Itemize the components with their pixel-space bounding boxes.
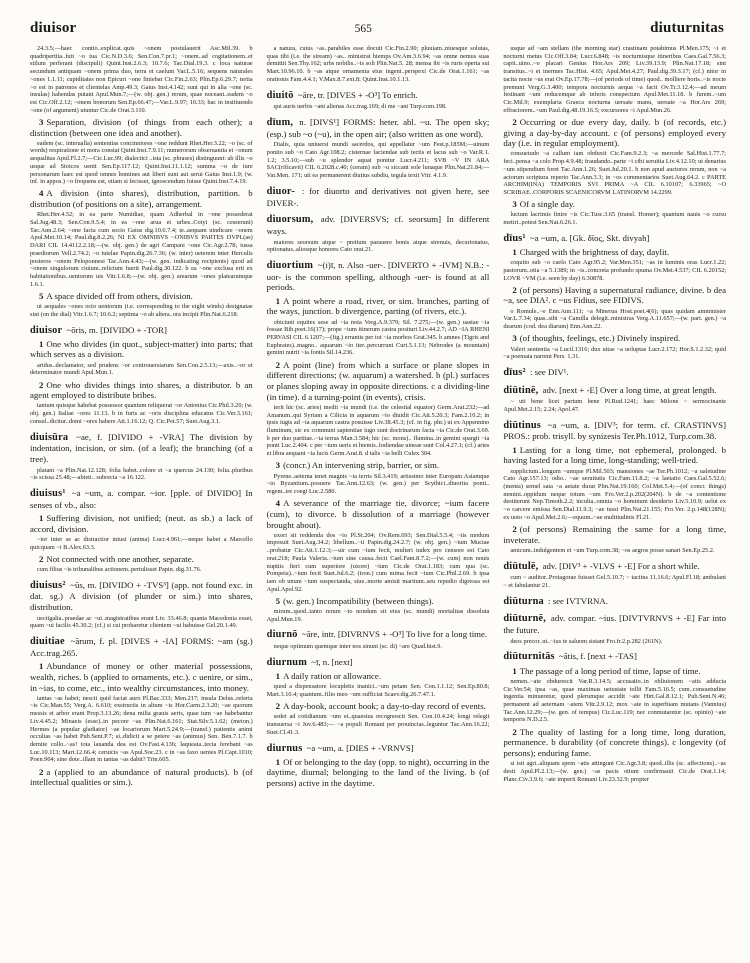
headword: diurnō (266, 629, 298, 641)
citation-paragraph: qui auris uerbis ~ant alienas Acc.trag.169; di me ~ant Turp.com.198. (273, 103, 447, 111)
sense-paragraph: 1 Suffering division, not unified; (neut. as sb.) a lack of accord, division. (30, 512, 253, 534)
headword: diūtinus (503, 419, 542, 431)
headword: diuitō (266, 89, 294, 101)
sense-paragraph: 1 One who divides (in quot., subject-matter) into parts; that which serves as a division. (30, 338, 253, 360)
citation-paragraph: maiores seorsum atque ~ pretium parauere bonis atque strenuis, decurionatus, optionatus..aliosque honores Cato orat.21. (266, 238, 490, 254)
entry-paragraph: diurnum ~ī, n. [next] (266, 656, 353, 668)
citation-paragraph: quod a dispensatore locupletis inanici..~um petam Sen. Con.1.1.12; Sen.Ep.80.8; Mart.3.10.4; quantum..filio meo ~um sufficiat Scaev.dig.26.7.47.1. (266, 683, 490, 698)
running-head (0, 0, 750, 43)
headword: diūturnē, (503, 613, 547, 625)
citation-paragraph: uectigalia..praedae ac ~ui..magistratibus erant Liv. 33.46.8; quanta Macedonia esset, quam ~ui facilis 45.30.2; (cf.) si cui probaretur clientem ~ui habuisse Gel.20.1.40. (30, 614, 253, 630)
citation-paragraph: tantas ~as habet; nescit quid faciat auro Pl.Bac.333; Men.217; insula Delus..referta ~is Cic.Man.55; Verg.A. 6.610; exstructis in altum ~is Hor.Carm.2.3.20; ~ae quorum messis et arbor erant Prop.3.13.26; dena milia grauis aeris, quae tum ~ae habebantur Liv.4.45.2; Minaeis (esse)..in pecore ~as Plin.Nat.6.161; Stat.Silv.5.1.62; (meton.) Hermes (a popular gladiator) ~ae locariorum Mart.5.24.9;—(transf.) patientis animi occultas ~as habet Pub.Sent.P.7; si..didicit a se petere ~as (animus) Sen. Ben.7.1.7. b demite collo..~as! tota lauanda dea est Ov.Fast.4.136; laqueata..tecta ferebant ~as Luc.10.113; Mart.12.66.4; ceruicis ~as Apul.Soc.23. c in ~as faxo uenies Pl.Capt.1010; Poen.904; sine dote..illam in tantas ~as dabit? Trin.605. (30, 694, 253, 764)
sense-paragraph: 2 A point (line) from which a surface or plane slopes in different directions; (w. aquarum) a watershed. b (pl.) surfaces or planes sloping away in opposite directions. c a dividing-line (in time). d a turning-point (in events), crisis. (266, 359, 490, 402)
citation-paragraph: luctum lacrimis finire ~is Cic.Tusc.3.65 (transl. Homer); quantum nauis ~o cursu metiri..potest Sen.Nat.6.26.1. (503, 211, 727, 227)
citation-paragraph: usque ad ~am stellam (the morning star) crastinam potabimus Pl.Men.175; ~i et nocturni metus Cic.Off.3.84; Lucr.6.848; ~is nocturnisque itineribus Caes.Gal.7.56.3; capit..uino..~o placari Genius Hor.Ars 209; Liv.39.13.9; Plin.Nat.17.18; sint transitus..~i et inermes Tac.Hist. 4.65; Apul.Met.4.27; Paul.dig.39.3.17; (cf.) nitor in tacita nocte ~us erat Ov.Ep.17.78;—(of periods of time) quod.. molliere horis..~is nocte premunt Verg.G.3.400; tempora nocturnis aequa ~a facit Ov.Tr.3.12.4;—ad meum festinant ~um reducemque ab inferis conspectum Apul.Met.11.18. b furem..~um Cic.Mil.9; exemplaria Graeca nocturna uersate manu, uersate ~a Hor.Ars 269; effractorem..~um Paul.dig.48.19.16.5; excursores ~i Apul.Mun.26. (503, 45, 727, 114)
sense-number: 5 (39, 290, 44, 301)
headword: dīum, (266, 116, 294, 128)
citation-paragraph: deos precor..ut..~ius te saluom sistant Fro.fr.2.p.282 (261N). (510, 637, 663, 645)
entry-paragraph: diuisus² ~ūs, m. [DIVIDO + -TVS³] (app. not found exc. in dat. sg.) A division (of plunder or sim.) into shares, distribution. (30, 579, 253, 613)
sense-number: 3 (275, 460, 281, 471)
sense-number: 1 (275, 295, 281, 306)
citation-paragraph: aridus..declamator, sed prudens ~or controuersiarum Sen.Con.2.5.13;—axis..~or et determinator mundi Apul.Mun.1. (30, 361, 253, 377)
sense-number: 2 (512, 523, 517, 534)
sense-paragraph: 2 One who divides things into shares, a distributor. b an agent employed to distribute bribes. (30, 379, 253, 401)
citation-paragraph: Dialis, quia uniuersi mundi sacerdos, qui appellatur ~um Fest.p.185M;—uinum ponito sub ~o Cato Agr.108.2; cisternae faciendae sub tectis et lacus sub ~o Var.R.1. 1.2; 3.5.10;—sub ~u splendor aquai ponitur Lucr.4.211; SVB ~V IN ARA SAC(rificavit) CIL 6.2028.c.40; (ceram) sub ~u siccant sole lunaque Plin.Nat.21.84;—Var.Men. 171; uti ea permanerent diutius subdiu, tegula texit Vitr. 4.1.9. (266, 141, 490, 180)
headword: diurnum (266, 656, 307, 668)
headword: diuisor (30, 324, 63, 336)
headword: diūturna (503, 595, 544, 607)
entry-paragraph: diurnus ~a ~um, a. [DIES + -VRNVS] (266, 742, 414, 754)
entry-paragraph: diūtinē, adv. [next + -E] Over a long time, at great length. (503, 384, 717, 396)
sense-number: 1 (39, 661, 44, 672)
headword: diuisus² (30, 579, 66, 591)
sense-number: 1 (39, 512, 44, 523)
sense-number: 3 (512, 199, 517, 210)
headword: diūtinē, (503, 384, 539, 396)
entry-paragraph: diūtulē, adv. [DIV³ + -VLVS + -E] For a short while. (503, 560, 700, 572)
sense-paragraph: 4 A division (into shares), distribution, partition. b distribution (of positions on a site), arrangement. (30, 188, 253, 210)
sense-paragraph: 2 (of persons) Having a supernatural radiance, divine. b dea ~a, see DIA². c ~us Fidius, see FIDIVS. (503, 284, 727, 306)
running-head-right: diuturnitas (650, 20, 724, 36)
sense-number: 2 (39, 766, 44, 777)
citation-paragraph: a natura, cuius ~as..parabiles esse docuit Cic.Fin.2.90; pluuiam..niuesque solutas, quas tibi (i.e. the stream) ~as.. ministrat hiemps Ov.Am.3.6.94; ~as omne nemus suas demittit Sen.Thy.162; urbs nobilis..~is soli Plin.Nat.5. 28; mensa ibi ~is ruris operta sui Mart.10.96.10. b ~as atque ornamenta eius ingeni..perspexi Cic.de Orat.1.161; ~as orationis Fam.4.4.1; V.Max.8.7.ext.8; Quint.Inst.10.1.13. (266, 45, 490, 83)
citation-paragraph: Rhet.Her.4.52; in ea parte Numidiae, quam Adherbal in ~one possederat Sal.Jug.48.3; Sen.Con.9.5.4; in ea ~one arua et urbes..Cotyi (sc. cesserunt) Tac.Ann.2.64; ~one facta cum socio Gaius dig.10.6.7.4; te..aequam uindicare ~onem Apul.Met.10.14; Paul.dig.8.2.26; NI EX OMNIBVS ~ONIBVS PARTES DVPL(as) DARI CIL 14.4112.2.18;—(w. obj. gen.) de agri Campani ~one Cic.Agr.2.78; iussa praediorum Vell.2.74.2; ~o tutelae Papin.dig.26.7.36; (w. inter) ueterem inter Herculis posteros ~onem Peloponnesi Tac.Ann.4.43;—(w. gen. indicating recipients) quod ad ~onem singulorum ciuium..relictum fuerit Paul.dig.30.122. b ea ~one exclusa erit ex habitationibus..uentorum uis Vitr.1.6.8;—(w. obj. gen.) arearum ~ones platearumque 1.6.1. (30, 211, 253, 288)
sense-number: 2 (275, 701, 281, 712)
headword: diuisūra (30, 431, 69, 443)
sense-number: 1 (512, 665, 517, 676)
entry-paragraph: diuisus¹ ~a ~um, a. compar. ~ior. [pple. of DIVIDO] In senses of vb., also: (30, 488, 253, 510)
citation-paragraph: tantum quisque habebat possessor quantum reliquerat ~or Antonius Cic.Phil.3.20; (w. obj. gen.) Italiae ~ores 11.13. b in furis ac ~oris disciplina educatus Cic.Ver.3.161; consul..dicitur..domi ~ores habere Att.1.16.12; Q. Cic.Pet.57; Suet.Aug.3.1. (30, 402, 253, 425)
sense-number: 1 (39, 338, 44, 349)
sense-number: 2 (39, 553, 44, 564)
headword: diuorsum, (266, 214, 314, 226)
citation-paragraph: eadem (sc. interualla) sententias concinniores ~one reddunt Rhet.Her.3.22; ~o (sc. of words) respiratione et mora constat Quint.Inst.7.9.11; numerorum obseruantia et ~onum aequalitas Apul.Fl.2.7;—Cic.Luc.99; dialectici ..ista (sc. phrases) distinguunt: ab illis ~o usque ad Stoicos uenit Sen.Ep.117.12; Quint.Inst.11.1.12; summa ~o de iure personarum haec est quod omnes homines aut liberi sunt aut serui Gaius Inst.1.9; (w. inf. in appos.) ~o frequens est, etiam si fecisset, ignoscendum fuisse Quint.Inst.7.4.19. (30, 139, 253, 186)
sense-paragraph: 2 (of persons) Remaining the same for a long time, inveterate. (503, 523, 727, 545)
sense-paragraph: 3 Of a single day. (512, 199, 575, 210)
sense-paragraph: 2 Occurring or due every day, daily. b (of records, etc.) giving a day-by-day account. c (of persons) employed every day (i.e. in regular employment). (503, 116, 727, 149)
sense-number: 3 (39, 116, 44, 127)
citation-paragraph: amicum..indulgentem et ~um Turp.com.38; ~os aegros posse sanari Sen.Ep.25.2. (510, 546, 715, 554)
citation-paragraph: consuetudo ~a callum iam obduxit Cic.Fam.9.2.3; ~a mercede Sal.Hist.1.77.7; feci..pensa ~a colo Prop.4.9.48; fraudando..parte ~i cibi seruitia Liv.4.12.10; ut denarius ~um stipendium foret Tac.Ann.1.26; Suet.Jul.20.1. b non apud auctores rerum, non ~a actorum scriptura reperio Tac.Ann.3.3; in ~os commentarios Suet.Aug.64.2. c PARTE ARCHIM(INA) TEMPORIS SVI PRIMA ~A CIL 6.10107; 6.33965; ~O SCRIBAE..CORPORIS SCAENICORVM LATINORVM 14.2299. (503, 150, 727, 196)
column-left (30, 45, 253, 790)
entry-paragraph: diūtinus ~a ~um, a. [DIV³; for term. cf. CRASTINVS] PROS.: prob. trisyll. by synizesis Ter.Ph.1012, Turp.com.38. (503, 419, 727, 442)
sense-paragraph: 5 A space divided off from others, division. (39, 290, 193, 301)
citation-paragraph: ~ior inter se ac distractior intust (anima) Lucr.4.961;—neque habet a Marcello quicquam ~i B.Alex.63.3. (30, 535, 253, 551)
sense-number: 2 (275, 359, 281, 370)
entry-paragraph: diurnō ~āre, intr. [DIVRNVS + -O³] To live for a long time. (266, 629, 488, 641)
citation-paragraph: obiciunt equites sese ad ~ia nota Verg.A.9.379; Sil. 7.275;—(w. gen.) uastae ~ia fossae Bib.poet.16(17); prope ~ium itinerum castra posituri Liv.44.2.7; AD ~IA RHENI PERVASI CIL 6.1207;—(fig.) errantis per tot ~ia morbos Grat.345. b amnes (Tigris and Euphrates)..magno.. aquarum ~io iter..percurrunt Curt.5.1.13; Nebrodes (a mountain) gemini nutrit ~ia fontis Sil.14.236. (266, 318, 490, 357)
column-right (503, 45, 726, 790)
sense-number: 1 (275, 756, 281, 767)
headword: diuitiae (30, 636, 65, 648)
sense-paragraph: 4 A severance of the marriage tie, divorce; ~ium facere (cum), to divorce. b dissolution of a marriage (however brought about). (266, 498, 490, 530)
sense-number: 1 (512, 444, 517, 455)
citation-paragraph: Pyrene..aeterna tenet magnis ~ia terris Sil.3.419; artissimo inter Europam Asiamque ~io Byzantium..posuere Tac.Ann.12.63; (w. gen.) per Scythici..diuortia ponti.. regem..ire coegi Luc.2.580. (266, 472, 490, 495)
citation-paragraph: neque optimum quemque inter nos sinunt (sc. di) ~are Quad.hist.9. (273, 643, 442, 651)
sense-paragraph: 1 A point where a road, river, or sim. branches, parting of the ways, junction. b divergence, parting (of rivers, etc.). (266, 295, 490, 317)
sense-number: 4 (39, 188, 44, 199)
headword: diūturnitās (503, 651, 555, 663)
page-number: 565 (354, 23, 372, 35)
entry-paragraph: diuisor ~ōris, m. [DIVIDO + -TOR] (30, 324, 167, 336)
entry-paragraph: diuortium ~(i)ī, n. Also -uer-. [DIVERTO + -IVM] N.B.: -uor- is the common spelling, although -uer- is found at all periods. (266, 260, 490, 293)
citation-paragraph: o Romule..~e Enn.Ann.111; ~a Minerua Host.poet.4(6); quas quidam amminister Var.L.7.34; quas..sibi ~a Camilla delegit..ministras Verg.A.11.657;—(w. part. gen.) ~a dearum (cod. dea diarum) Enn.Ann.22. (503, 307, 727, 331)
headword: dīus¹ (503, 232, 526, 244)
sense-number: 3 (512, 333, 517, 344)
citation-paragraph: uxori sit reddenda dos ~io Pl.St.204; Ov.Rem.693; Sen.Dial.5.5.4; ~iis modum imposuit Suet.Aug.34.2; libellum..~ii Papin.dig.24.2.7; (w. obj. gen.) ~ium Muciae ..probatur Cic.Att.1.12.3;—uir cum ~ium fecit, mulieri iudex pro censore est Cato orat.218; Paula Valeria..~ium sine causa..fecit Cael.Fam.8.7.2;—(w. cum) non nouis nuptiis fieri cum superiore (uxore) ~ium Cic.de Orat.1.183; cum qua (sc. Pompeia)..~ium fecit Suet.Jul.6.2; (iron.) cum mima fecit ~ium Cic.Phil.2.69. b ipsa iam ob unum ~ium suspectanda, siue..morte amisit maritum..seu repudio digressa est Apul.Apol.92. (266, 531, 490, 593)
sense-number: 5 (275, 595, 281, 606)
sense-paragraph: 1 A daily ration or allowance. (275, 671, 382, 682)
headword: diuisus¹ (30, 488, 66, 500)
citation-paragraph: 24.3.5;—haec contio..explicat..quis ~onem postulauerit Asc.Mil.39. b quadripertita..fuit ~o tua Cic.N.D.3.6; Sen.Con.7.pr.1; ~onem..ad cogitationem..et stilum perferant (discipuli) Quint.Inst.2.6.3; 10.7.6; Tac.Dial.19.3. c loca naturae secundum antiquam ~onem prima duo, terra et caelum Var.L.5.16; sequens naturales ~ones 1.1.11; cupiditates non Epicuri ~one finiebat Cic.Fin.2.63; Plin.Ep.6.29.7; tertia ~o est in patronos et clientelas Amp.49.3; Gaius Inst.4.142; sunt qui in alia ~one (sc. insulas) habendas putant Apul.Mun.7;—(w. obj. gen.) rerum, quae noceant..eadem ~o est Cic.Off.2.12; ~onem bonorum Sen.Ep.66.47;—Var.L.9.97; 10.33; hac in instituendo ~one (of argument) utuntur Cic.de Orat.3.110. (30, 45, 253, 114)
sense-number: 2 (512, 726, 517, 737)
headword: diūtulē, (503, 560, 539, 572)
entry-paragraph: diuor- : for diuorto and derivatives not given here, see DIVER-. (266, 185, 490, 208)
headword: diurnus (266, 742, 303, 754)
citation-paragraph: mirum..quod..tanto rerum ~io nondum sit eius (sc. mundi) mortalitas dissoluta Apul.Mun.19. (266, 608, 490, 623)
entry-paragraph: diuitō ~āre, tr. [DIVES + -O³] To enrich. (266, 89, 418, 101)
citation-paragraph: cum filius ~is tribunalibus actionem..pertulisset Papin. dig.31.76. (37, 565, 202, 573)
headword: diuortium (266, 260, 314, 272)
sense-paragraph: 1 The passage of a long period of time, lapse of time. (512, 665, 701, 676)
sense-paragraph: 1 Abundance of money or other material possessions, wealth, riches. b (applied to ornaments, etc.). c uenire, or sim., in ~ias, to come, etc., into wealthy circumstances, into money. (30, 661, 253, 693)
entry-paragraph: dīus¹ ~a ~um, a. [Gk. δῖος, Skt. divyah] (503, 232, 650, 244)
sense-paragraph: 1 Lasting for a long time, not ephemeral, prolonged. b having lasted for a long time, long-standing; well-tried. (503, 444, 727, 466)
entry-paragraph: diūturnitās ~ātis, f. [next + -TAS] (503, 651, 637, 663)
sense-number: 1 (512, 246, 517, 257)
citation-paragraph: terit hic (sc. aries) medii ~ia mundi (i.e. the celestial equator) Germ.Arat.232;—ad Amanum..qui Syriam a Cilicia in aquarum ~io diuidit Cic.Att.5.20.3; Fam.2.10.2; in ipsis iugis ad ~ia aquarum castra posuisse Liv.38.45.3; (cf. in fig. phr.) ut ex Appennino fluminum, sic ex communi sapientiae iugo sunt doctrinarum facta ~ia Cic.de Orat.3.69. b per duo partitae..~ia terras Man.3.584; hic (sc. mons).. flumina..in gemini spargit ~ia ponti Luc.2.404. c per ~ium ueris et hiemis..fodiendae uineae sunt Col.4.27.1; (cf.) aries et libra aequant ~ia lucis Germ.Arat.8. d talis ~ia belli Culex 304. (266, 403, 490, 458)
column-middle (267, 45, 490, 790)
sense-paragraph: 2 Not connected with one another, separate. (39, 553, 194, 564)
entry-paragraph: diuitiae ~ārum, f. pl. [DIVES + -IA] FORMS: ~am (sg.) Acc.trag.265. (30, 636, 253, 658)
citation-paragraph: platani ~a Plin.Nat.12.128; folia habet..colore et ~a quercus 24.130; folia..pluribus ~is scissa 25.48;—abieti.. subrecta ~a 16.122. (30, 466, 253, 482)
sense-number: 2 (512, 116, 517, 127)
running-head-left: diuisor (30, 20, 77, 36)
sense-paragraph: 3 (of thoughts, feelings, etc.) Divinely inspired. (512, 333, 681, 344)
sense-paragraph: 3 Separation, division (of things from each other); a distinction (between one idea and another). (30, 116, 253, 138)
entry-paragraph: diuisūra ~ae, f. [DIVIDO + -VRA] The division by indentation, incision, or sim. (of a leaf); the branching (of a tree). (30, 431, 253, 464)
sense-paragraph: 2 The quality of lasting for a long time, long duration, permanence. b durability (of concrete things). c longevity (of persons); enduring fame. (503, 726, 727, 759)
entry-paragraph: dīum, n. [DIVS¹] FORMS: heter. abl. ~u. The open sky; (esp.) sub ~o (~u), in the open air; (also written as one word). (266, 116, 490, 139)
headword: dīus² (503, 366, 526, 378)
citation-paragraph: ut aequales ~ones octo uentorum (i.e. corresponding to the eight winds) designatae sint (on the dial) Vitr.1.6.7; 10.6.2; septima ~o ab altera..ora incipit Plin.Nat.6.218. (30, 303, 253, 318)
entry-paragraph: diuorsum, adv. [DIVERSVS; cf. seorsum] In different ways. (266, 214, 490, 236)
citation-paragraph: ~ uti bene licet partum bene Pl.Rud.1241; haec Milone ~ sermocinante Apul.Met.2.15; 2.24; Apol.47. (503, 398, 727, 414)
citation-paragraph: coquito sub ~o caelo Cato Agr.95.2; Var.Men.351; ~as in luminis oras Lucr.1.22; pastorum..otia ~a 5.1389; in ~is..concreta profundo spuma Ov.Met.4.537; CIL 6.20152; LOVR ~VM (i.e. seen by day) 6.30878. (503, 259, 727, 282)
citation-paragraph: si isti agri..aliquam spem ~atis attingunt Cic.Agr.3.8; quod..illis (sc. affections)..~as desit Apul.Pl.2.13;—(w. gen.) ~as pacis otium confirmauit Cic.de Orat.1.14; Planc.Civ.3.9.6; ~ate imperii Romani Liv.23.32.9; propter (503, 760, 727, 783)
citation-paragraph: supplicium..longum ~umque Pl.Mil.503; mansiones ~ae Ter.Ph.1012; ~a ualetudine Cato Agr.157.13; odio.. ~ae seruitutis Cic.Fam.11.8.2; ~a laetatio Caes.Gal.5.52.6; (menta) semel sata ~a aetate durat Plin.Nat.19.160; Col.Met.5.4;—(of concr. things) nemini..oppidum neque totum ~um Fro.Ver.2.p.202(204N). b de ~a contentione destiterunt Nep.Timoth.2.2; inculta..omnia ~o hominum desiderio Liv.5.10.9; uelut ex ~o carcere emissa Sen.Dial.11.9.3; ~ae tussi Plin.Nat.21.155; Fro.Ver. 2.p.148(128N); ex uoto ~o Apul.Met.2.6;—equum..~ae multitudinis Fl.21. (503, 467, 727, 521)
sense-paragraph: 5 (w. gen.) Incompatibility (between things). (275, 595, 434, 606)
sense-paragraph: 2 A day-book, account book; a day-to-day record of events. (275, 701, 486, 712)
text-columns (0, 43, 750, 790)
citation-paragraph: Valeri sententia ~a Lucil.1316; dux uitae ~a uoluptas Lucr.2.172; Hor.S.1.2.32; quid ~a poemata narrent Pers. 1.31. (503, 345, 727, 361)
sense-number: 1 (275, 671, 281, 682)
sense-paragraph: 3 (concr.) An intervening strip, barrier, or sim. (275, 460, 440, 471)
entry-paragraph: diūturna : see IVTVRNA. (503, 595, 608, 607)
sense-paragraph: 2 a (applied to an abundance of natural products). b (of intellectual qualities or sim.). (30, 766, 253, 788)
entry-paragraph: diūturnē, adv. compar. ~ius. [DIVTVRNVS + -E] Far into the future. (503, 613, 727, 636)
sense-number: 2 (39, 379, 44, 390)
sense-paragraph: 1 Of or belonging to the day (opp. to night), occurring in the daytime, diurnal; belonging to the land of the living. b (of persons) active in the daytime. (266, 756, 490, 789)
sense-paragraph: 1 Charged with the brightness of day, daylit. (512, 246, 670, 257)
sense-number: 2 (512, 284, 517, 295)
sense-number: 4 (275, 498, 281, 509)
citation-paragraph: sedet ad cotidianum ~um et..quaestus recognoscit Sen. Con.10.4.24; longi relegit transuersa ~i Juv.6.483;— ~a populi Romani per prouincias..leguntur Tac.Ann.16.22; Suet.Cl.41.3. (266, 713, 490, 736)
headword: diuor- (266, 185, 295, 197)
citation-paragraph: cum ~ auditor..Protagorae fuisset Gel.5.10.7; ~ tacitus 11.16.6; Apul.Fl.18; ambulant ~ et fabulantur 21. (503, 574, 727, 589)
citation-paragraph: nemen..~ate obdurescit Var.R.3.14.5; accusatio..in obliuionem ~atis adducta Cic.Ver.54; ipsa ~as, quae maximas uetustate tollit Fam.5.16.5; cum..consuetudine ingentia minueretur, quod plerumque accidit ~ate Hirt.Gal.8.12.1; Pub.Sent.N.46; permanent ad aeternam ~atem Vitr.2.9.12; mox ~ate in superbiam mutans (Vannius) Tac.Ann.12.29;—(w. gen. of tempus) Cic.Luc.119; nec conmutaretur (sc. opinio) ~ate temporis N.D.2.5. (503, 677, 727, 724)
entry-paragraph: dīus² : see DIV¹. (503, 366, 569, 378)
